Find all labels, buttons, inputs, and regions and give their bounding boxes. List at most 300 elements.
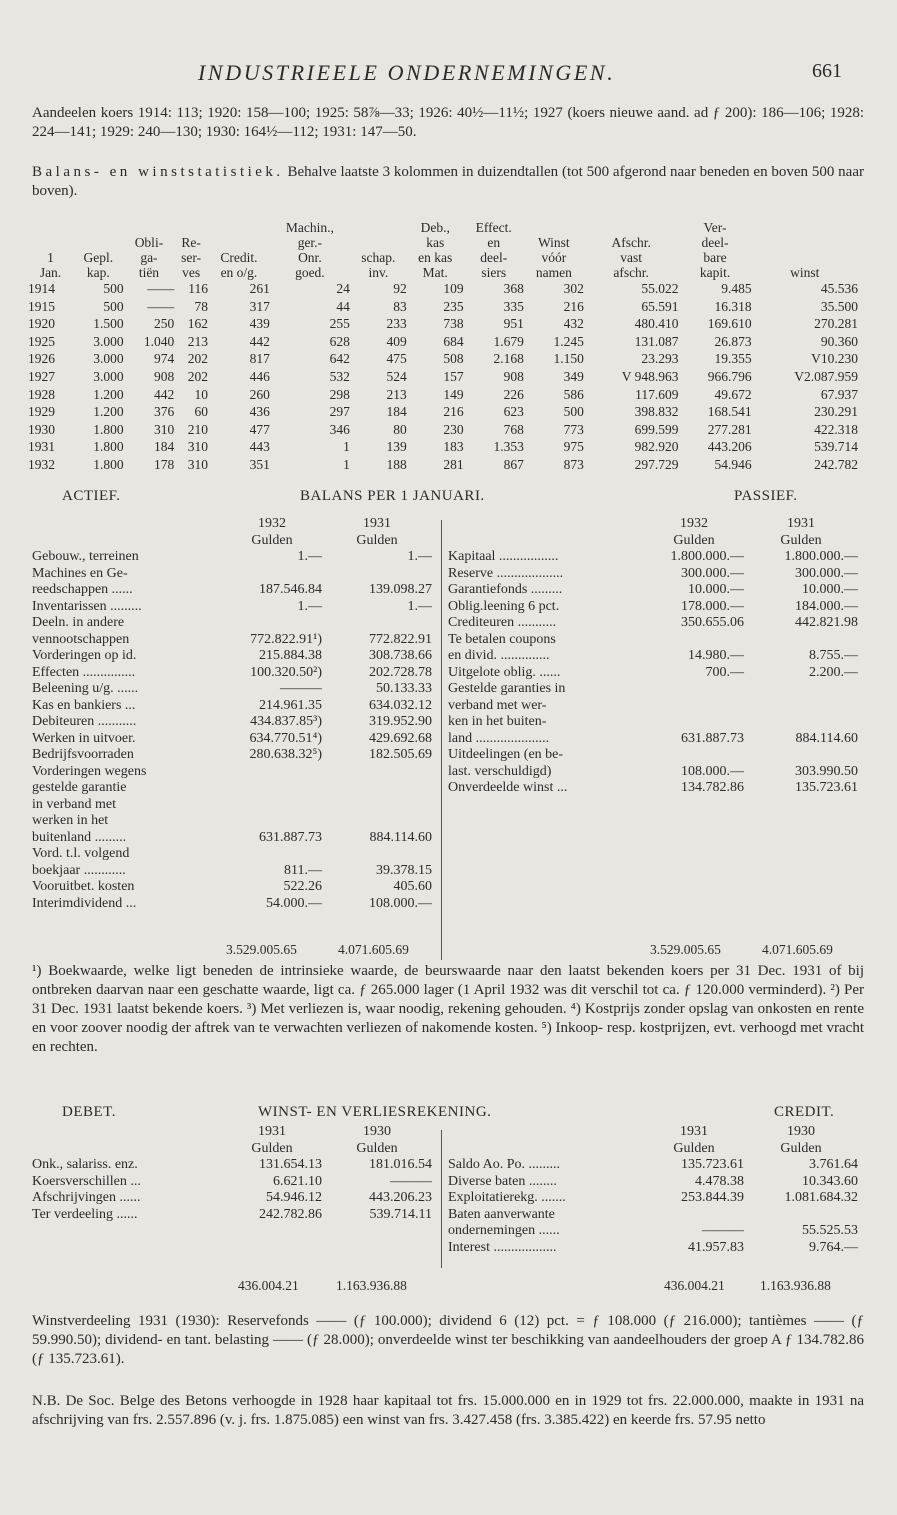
passief-value: 8.755.— — [809, 648, 858, 663]
statistics-cell: 349 — [563, 368, 584, 384]
actief-value: 308.738.66 — [369, 648, 432, 663]
passief-total-1931: 4.071.605.69 — [762, 942, 833, 957]
statistics-header-cell: ser- — [181, 250, 202, 265]
statistics-cell: 65.591 — [641, 298, 679, 314]
statistics-header-row — [28, 220, 858, 235]
passief-title: PASSIEF. — [734, 488, 798, 504]
statistics-header-cell: ger.- — [297, 235, 323, 250]
actief-value: 139.098.27 — [369, 582, 432, 597]
credit-value: 135.723.61 — [681, 1157, 744, 1172]
debet-value: 443.206.23 — [369, 1190, 432, 1205]
statistics-header-cell: Effect. — [475, 220, 512, 235]
actief-total-1932: 3.529.005.65 — [226, 942, 297, 957]
passief-value — [644, 714, 744, 731]
statistics-header-cell: afschr. — [613, 265, 649, 280]
statistics-cell: 642 — [329, 351, 350, 367]
debet-total-1930: 1.163.936.88 — [336, 1278, 407, 1293]
statistics-cell: 351 — [249, 456, 270, 472]
passief-value: 442.821.98 — [795, 615, 858, 630]
statistics-cell: 480.410 — [634, 316, 679, 332]
statistics-cell: 951 — [503, 316, 524, 332]
statistics-cell: 67.937 — [820, 386, 858, 402]
passief-row — [448, 681, 858, 698]
statistics-table — [28, 220, 858, 474]
actief-value: 39.378.15 — [376, 862, 432, 878]
passief-value — [744, 698, 858, 715]
statistics-header-cell — [584, 220, 679, 235]
credit-value — [644, 1207, 744, 1224]
passief-label: ken in het buiten- — [448, 714, 547, 729]
actief-row — [32, 566, 432, 583]
statistics-header-cell: deel- — [480, 250, 508, 265]
actief-unit: Gulden — [251, 532, 293, 548]
passief-year: 1931 — [787, 516, 815, 531]
statistics-cell: 500 — [563, 404, 584, 420]
statistics-cell: 1920 — [28, 316, 55, 332]
statistics-header-cell — [124, 220, 175, 235]
statistics-cell: 297.729 — [634, 456, 679, 472]
statistics-cell: 298 — [329, 386, 350, 402]
statistics-cell: 532 — [329, 368, 350, 384]
statistics-header-cell: 1 — [47, 250, 54, 265]
passief-value: 178.000.— — [681, 598, 744, 614]
passief-row — [448, 549, 858, 566]
actief-value: 214.961.35 — [259, 697, 322, 713]
actief-row — [32, 846, 432, 863]
statistics-cell: 277.281 — [707, 421, 752, 437]
statistics-cell: 216 — [443, 404, 464, 420]
statistics-header-cell: kap. — [86, 265, 110, 280]
statistics-cell: 908 — [503, 368, 524, 384]
actief-unit-row — [32, 533, 432, 550]
statistics-cell: 60 — [194, 404, 208, 420]
actief-label: boekjaar ............ — [32, 862, 126, 878]
statistics-cell: 157 — [443, 368, 464, 384]
statistics-cell: 1.800 — [93, 439, 124, 455]
statistics-cell: 346 — [329, 421, 350, 437]
statistics-cell: 1.200 — [93, 386, 124, 402]
actief-label: Gebouw., terreinen — [32, 549, 139, 564]
actief-row — [32, 863, 432, 880]
statistics-cell: 213 — [187, 333, 208, 349]
debet-total-1931: 436.004.21 — [238, 1278, 299, 1293]
passief-unit-spacer — [448, 533, 644, 550]
passief-value: 10.000.— — [688, 582, 744, 597]
statistics-header-cell: en — [487, 235, 501, 250]
passief-row — [448, 665, 858, 682]
statistics-cell: 202 — [187, 368, 208, 384]
statistics-header-cell — [73, 220, 124, 235]
statistics-header-cell: Machin., — [285, 220, 334, 235]
statistics-cell: 9.485 — [721, 281, 752, 296]
statistics-header-cell — [752, 250, 858, 265]
actief-value — [322, 813, 432, 830]
passief-value: 631.887.73 — [681, 730, 744, 746]
statistics-row — [28, 386, 858, 404]
statistics-cell: 92 — [393, 281, 407, 296]
statistics-cell: 477 — [249, 421, 270, 437]
statistics-row — [28, 403, 858, 421]
balance-title: BALANS PER 1 JANUARI. — [300, 488, 485, 504]
credit-total-1930: 1.163.936.88 — [760, 1278, 831, 1293]
statistics-cell: 116 — [188, 281, 208, 296]
statistics-header-cell — [174, 220, 208, 235]
statistics-cell: 817 — [249, 351, 270, 367]
statistics-header-cell — [28, 235, 73, 250]
passief-row — [448, 747, 858, 764]
statistics-cell: 3.000 — [93, 333, 124, 349]
statistics-cell: 83 — [393, 298, 407, 314]
debet-year: 1930 — [363, 1124, 391, 1139]
actief-value — [222, 780, 322, 797]
passief-value — [644, 681, 744, 698]
statistics-cell: 975 — [563, 439, 584, 455]
statistics-cell: 188 — [386, 456, 407, 472]
footnotes: ¹) Boekwaarde, welke ligt beneden de intrinsieke waarde, de beurswaarde naar den laatst bekenden koers per 31 Dec. 1931 of bij ontbreken daarvan naar een geschatte waarde, ligt ca. ƒ 265.000 lager (1 April 1932 was dit verschil tot ca. ƒ 120.000 verminderd). ²) Per 31 Dec. 1931 laatst bekende koers. ³) Met verliezen is, waar noodig, rekening gehouden. ⁴) Kostprijs zonder opslag van onkosten en rente en voor zoover noodig der aftrek van te verwachten verliezen of nakomende kosten. ⁵) Inkoop- resp. kostprijzen, evt. verhoogd met vracht en rechten. — [32, 963, 864, 1055]
statistics-header-cell: Jan. — [39, 265, 62, 280]
statistics-cell: 270.281 — [814, 316, 858, 332]
actief-value — [322, 615, 432, 632]
statistics-header-cell: ves — [182, 265, 201, 280]
actief-label: Interimdividend ... — [32, 895, 137, 911]
passief-label: Crediteuren ........... — [448, 615, 557, 630]
passief-value — [744, 714, 858, 731]
passief-value — [744, 632, 858, 649]
actief-label: Effecten ............... — [32, 664, 136, 680]
actief-value — [222, 764, 322, 781]
debet-year-row — [32, 1124, 432, 1141]
credit-label: Exploitatierekg. ....... — [448, 1190, 566, 1205]
statistics-cell: 49.672 — [714, 386, 752, 402]
actief-value: 434.837.85³) — [250, 714, 322, 729]
actief-value: 772.822.91 — [369, 631, 432, 647]
statistics-cell: 368 — [503, 281, 524, 296]
debet-unit: Gulden — [251, 1140, 293, 1156]
actief-value — [322, 764, 432, 781]
actief-value: 100.320.50²) — [250, 664, 322, 680]
credit-value: 55.525.53 — [802, 1223, 858, 1238]
credit-year-row — [448, 1124, 858, 1141]
statistics-header-cell: kas — [426, 235, 445, 250]
actief-label: Kas en bankiers ... — [32, 697, 136, 713]
statistics-cell: 446 — [249, 368, 270, 384]
passief-row — [448, 698, 858, 715]
balance-divider — [441, 520, 442, 960]
credit-year-spacer — [448, 1124, 644, 1141]
passief-label: Oblig.leening 6 pct. — [448, 598, 560, 614]
statistics-cell: 432 — [563, 316, 584, 332]
actief-row — [32, 731, 432, 748]
passief-label: land ..................... — [448, 730, 550, 746]
statistics-cell: 974 — [154, 351, 175, 367]
statistics-cell: 168.541 — [707, 404, 752, 420]
statistics-cell: 1931 — [28, 439, 55, 455]
statistics-cell: 908 — [154, 368, 175, 384]
debet-title: DEBET. — [62, 1104, 116, 1120]
debet-value: 181.016.54 — [369, 1157, 432, 1172]
passief-year-row — [448, 516, 858, 533]
debet-year: 1931 — [258, 1124, 286, 1139]
statistics-cell: 773 — [563, 421, 584, 437]
statistics-cell: 1925 — [28, 333, 55, 349]
statistics-header-cell: goed. — [295, 265, 325, 280]
statistics-cell: 80 — [393, 421, 407, 437]
statistics-cell: 213 — [386, 386, 407, 402]
statistics-header-cell — [752, 235, 858, 250]
statistics-cell: 162 — [187, 316, 208, 332]
statistics-cell: 183 — [443, 439, 464, 455]
share-price-paragraph: Aandeelen koers 1914: 113; 1920: 158—100; 1925: 58⅞—33; 1926: 40½—11½; 1927 (koers nieuwe aand. ad ƒ 200): 186—106; 1928: 224—141; 1929: 240—130; 1930: 164½—112; 1931: 147—50. — [32, 105, 864, 140]
actief-value: 1.— — [407, 549, 432, 564]
actief-year: 1931 — [363, 516, 391, 531]
credit-value: 41.957.83 — [688, 1239, 744, 1255]
actief-label: reedschappen ...... — [32, 582, 133, 597]
statistics-header-row — [28, 235, 858, 250]
passief-value — [644, 698, 744, 715]
credit-year: 1930 — [787, 1124, 815, 1139]
page-title: INDUSTRIEELE ONDERNEMINGEN. — [198, 60, 616, 85]
debet-value: 6.621.10 — [273, 1173, 322, 1189]
statistics-cell: 1 — [343, 456, 350, 472]
debet-unit-row — [32, 1141, 432, 1158]
statistics-cell: 3.000 — [93, 368, 124, 384]
statistics-cell: 443.206 — [707, 439, 752, 455]
passief-row — [448, 599, 858, 616]
actief-row — [32, 632, 432, 649]
credit-value: 253.844.39 — [681, 1190, 744, 1205]
statistics-row — [28, 350, 858, 368]
statistics-header-cell: bare — [703, 250, 727, 265]
actief-value — [222, 615, 322, 632]
statistics-header-cell — [73, 235, 124, 250]
passief-row — [448, 731, 858, 748]
passief-value: 134.782.86 — [681, 780, 744, 795]
actief-label: Vorderingen wegens — [32, 763, 147, 779]
debet-unit: Gulden — [356, 1140, 398, 1156]
credit-value: 9.764.— — [809, 1239, 858, 1255]
statistics-cell: V2.087.959 — [794, 368, 858, 384]
passief-value: 300.000.— — [795, 565, 858, 581]
passief-row — [448, 582, 858, 599]
statistics-cell: 422.318 — [814, 421, 858, 437]
credit-label: Interest .................. — [448, 1239, 557, 1255]
statistics-cell: 1.679 — [493, 333, 524, 349]
statistics-cell: 442 — [249, 333, 270, 349]
credit-value: 1.081.684.32 — [784, 1190, 858, 1205]
actief-value — [222, 813, 322, 830]
statistics-cell: 184 — [154, 439, 175, 455]
actief-row — [32, 747, 432, 764]
statistics-cell: 16.318 — [714, 298, 752, 314]
statistics-header-cell: kapit. — [699, 265, 731, 280]
statistics-header-cell: vóór — [541, 250, 567, 265]
statistics-cell: 310 — [154, 421, 175, 437]
passief-label: Uitgelote oblig. ...... — [448, 664, 561, 680]
actief-unit: Gulden — [356, 532, 398, 548]
statistics-cell: 1914 — [28, 281, 55, 296]
statistics-cell: 508 — [443, 351, 464, 367]
actief-table — [32, 516, 432, 912]
statistics-cell: 966.796 — [707, 368, 752, 384]
passief-value: 135.723.61 — [795, 780, 858, 795]
actief-row — [32, 599, 432, 616]
actief-label: Vooruitbet. kosten — [32, 879, 135, 894]
statistics-cell: 233 — [386, 316, 407, 332]
statistics-cell: 1915 — [28, 298, 55, 314]
statistics-cell: 1.800 — [93, 456, 124, 472]
passief-unit-row — [448, 533, 858, 550]
actief-value — [222, 566, 322, 583]
statistics-cell: 1.200 — [93, 404, 124, 420]
actief-value: 772.822.91¹) — [250, 631, 322, 647]
statistics-cell: 1.150 — [553, 351, 584, 367]
statistics-header-cell: en kas — [418, 250, 453, 265]
passief-unit: Gulden — [780, 532, 822, 548]
statistics-cell: 738 — [443, 316, 464, 332]
statistics-header-cell: vast — [620, 250, 643, 265]
statistics-header-cell: en o/g. — [220, 265, 258, 280]
actief-value — [322, 846, 432, 863]
passief-value: 2.200.— — [809, 664, 858, 680]
credit-row — [448, 1223, 858, 1240]
actief-title: ACTIEF. — [62, 488, 121, 504]
statistics-cell: 1926 — [28, 351, 55, 367]
actief-value: 1.— — [297, 549, 322, 564]
statistics-cell: 768 — [503, 421, 524, 437]
statistics-cell: 1929 — [28, 404, 55, 420]
actief-value: 319.952.90 — [369, 714, 432, 729]
statistics-cell: 216 — [563, 298, 584, 314]
passief-value: 14.980.— — [688, 648, 744, 663]
credit-value: 3.761.64 — [809, 1157, 858, 1172]
statistics-cell: 230 — [443, 421, 464, 437]
actief-row — [32, 549, 432, 566]
credit-row — [448, 1157, 858, 1174]
statistics-header-cell: inv. — [368, 265, 389, 280]
actief-value: 429.692.68 — [369, 730, 432, 746]
statistics-cell: 169.610 — [707, 316, 752, 332]
passief-value — [744, 747, 858, 764]
statistics-cell: 1 — [343, 439, 350, 455]
passief-value: 884.114.60 — [795, 730, 858, 746]
debet-row — [32, 1157, 432, 1174]
actief-row — [32, 764, 432, 781]
statistics-cell: 398.832 — [634, 404, 679, 420]
statistics-cell: 310 — [187, 439, 208, 455]
actief-value: 108.000.— — [369, 895, 432, 911]
statistics-cell: 202 — [187, 351, 208, 367]
passief-total-1932: 3.529.005.65 — [650, 942, 721, 957]
statistics-row — [28, 456, 858, 474]
statistics-header-cell: Mat. — [422, 265, 448, 280]
statistics-header-cell — [524, 220, 584, 235]
actief-value: 631.887.73 — [259, 829, 322, 845]
statistics-header-cell: Credit. — [220, 250, 258, 265]
statistics-cell: 443 — [249, 439, 270, 455]
credit-table — [448, 1124, 858, 1256]
statistics-cell: 436 — [249, 404, 270, 420]
actief-row — [32, 698, 432, 715]
passief-label: verband met wer- — [448, 697, 547, 713]
actief-label: Werken in uitvoer. — [32, 730, 136, 746]
statistics-cell: 310 — [187, 456, 208, 472]
credit-label: Baten aanverwante — [448, 1206, 555, 1222]
passief-value — [644, 747, 744, 764]
statistics-intro — [32, 163, 864, 201]
actief-value: 405.60 — [393, 879, 432, 894]
statistics-cell: 1928 — [28, 386, 55, 402]
actief-label: vennootschappen — [32, 631, 130, 647]
statistics-header-cell: namen — [535, 265, 572, 280]
actief-label: in verband met — [32, 796, 116, 812]
passief-label: Kapitaal ................. — [448, 549, 559, 564]
credit-value: 4.478.38 — [695, 1173, 744, 1189]
passief-label: en divid. .............. — [448, 648, 550, 663]
statistics-cell: 261 — [249, 281, 270, 296]
statistics-cell: 250 — [154, 316, 175, 332]
actief-value — [322, 566, 432, 583]
statistics-header-cell — [350, 235, 407, 250]
actief-label: Inventarissen ......... — [32, 598, 142, 614]
statistics-cell: —— — [147, 298, 175, 314]
credit-year: 1931 — [680, 1124, 708, 1139]
statistics-header-cell: ga- — [140, 250, 158, 265]
statistics-header-cell: winst — [790, 265, 820, 280]
actief-value: 634.770.51⁴) — [249, 730, 322, 746]
passief-value: 300.000.— — [681, 565, 744, 581]
statistics-cell: 178 — [154, 456, 175, 472]
debet-value: ——— — [390, 1173, 432, 1189]
statistics-cell: 335 — [503, 298, 524, 314]
statistics-cell: V 948.963 — [621, 368, 679, 384]
statistics-cell: 500 — [103, 298, 124, 314]
passief-row — [448, 714, 858, 731]
actief-value: 54.000.— — [266, 895, 322, 911]
debet-label: Onk., salariss. enz. — [32, 1157, 138, 1172]
actief-value: 884.114.60 — [369, 829, 432, 845]
statistics-cell: 1.353 — [493, 439, 524, 455]
actief-row — [32, 830, 432, 847]
actief-value: ——— — [280, 681, 322, 696]
statistics-cell: 255 — [329, 316, 350, 332]
statistics-header-cell — [28, 220, 73, 235]
credit-row — [448, 1207, 858, 1224]
statistics-cell: 1.500 — [93, 316, 124, 332]
statistics-row — [28, 298, 858, 316]
actief-year: 1932 — [258, 516, 286, 531]
statistics-header-cell — [350, 220, 407, 235]
statistics-header-cell: deel- — [701, 235, 729, 250]
statistics-cell: 45.536 — [820, 281, 858, 296]
actief-row — [32, 615, 432, 632]
statistics-cell: 442 — [154, 386, 175, 402]
actief-label: gestelde garantie — [32, 780, 127, 795]
statistics-header-cell: Re- — [181, 235, 201, 250]
credit-title: CREDIT. — [774, 1104, 835, 1120]
actief-value: 1.— — [407, 598, 432, 614]
statistics-header-cell — [752, 220, 858, 235]
statistics-cell: 1.245 — [553, 333, 584, 349]
statistics-cell: 317 — [249, 298, 270, 314]
statistics-cell: 297 — [329, 404, 350, 420]
debet-label: Koersverschillen ... — [32, 1173, 141, 1189]
statistics-row — [28, 315, 858, 333]
statistics-cell: 281 — [443, 456, 464, 472]
actief-value — [322, 780, 432, 797]
debet-year-spacer — [32, 1124, 222, 1141]
actief-year-row — [32, 516, 432, 533]
statistics-cell: —— — [147, 281, 175, 296]
